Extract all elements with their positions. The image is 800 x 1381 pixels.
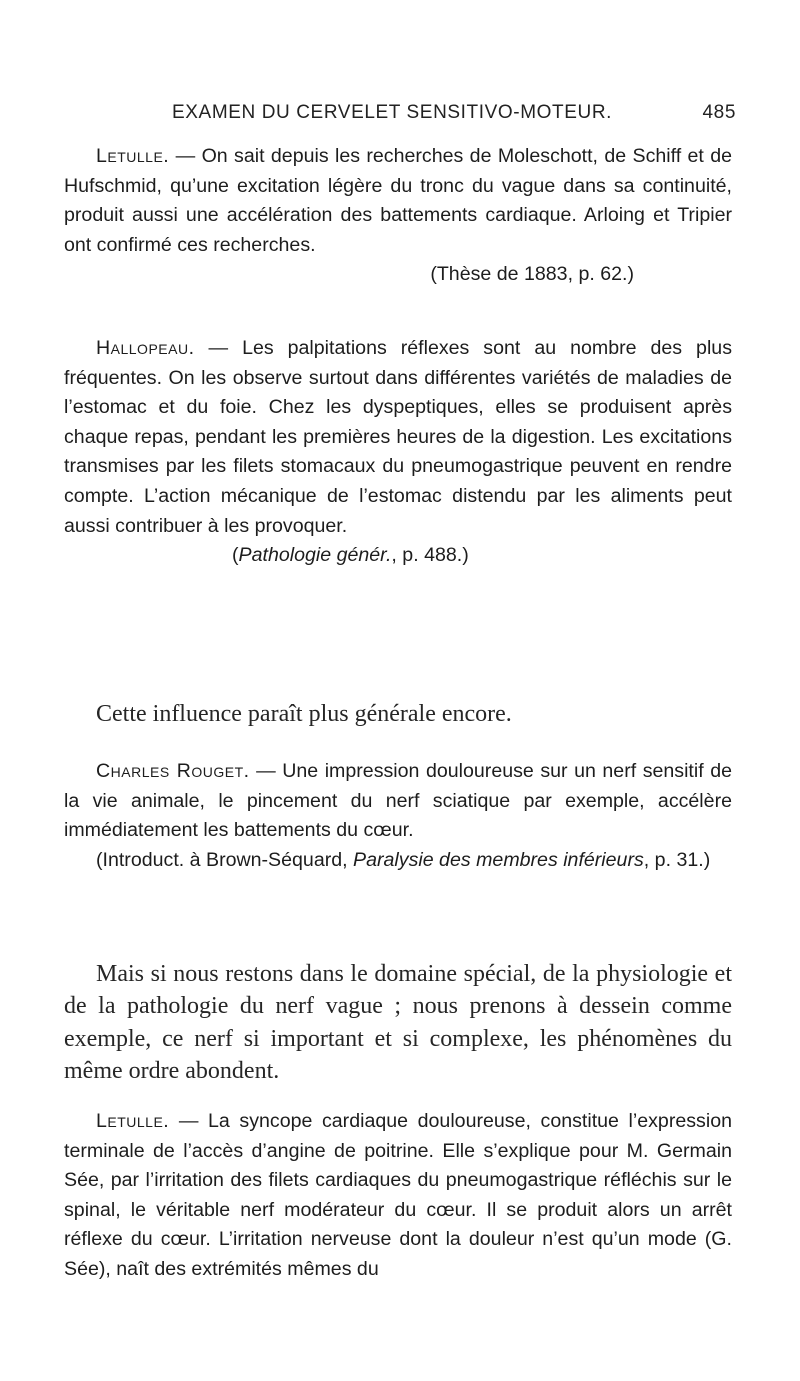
paragraph-text: Mais si nous restons dans le domaine spécial, de la physiologie et de la pathologie du nerf vague ; nous prenons à dessein comme exemple, ce nerf si important et si complexe, les phénomènes du même ordre abondent. xyxy=(64,961,732,1084)
citation: (Thèse de 1883, p. 62.) xyxy=(430,263,634,286)
paragraph-rouget xyxy=(64,757,732,875)
paragraph-letulle-1 xyxy=(64,142,732,290)
page-number: 485 xyxy=(702,102,736,123)
paragraph-influence xyxy=(64,698,732,730)
paragraph-hallopeau xyxy=(64,334,732,571)
author-name: Charles Rouget. xyxy=(96,760,250,782)
paragraph-text: — On sait depuis les recherches de Moleschott, de Schiff et de Hufschmid, qu’une excitation légère du tronc du vague dans sa continuité, produit aussi une accélération des battements cardiaque. Arloing et Tripier ont confirmé ces recherches. xyxy=(64,145,732,256)
paragraph-domaine xyxy=(64,958,732,1087)
paragraph-text: — Les palpitations réflexes sont au nombre des plus fréquentes. On les observe surtout dans différentes variétés de maladies de l’estomac et du foie. Chez les dyspeptiques, elles se produisent après chaque repas, pendant les premières heures de la digestion. Les excitations transmises par les filets stomacaux du pneumogastrique peuvent en rendre compte. L’action mécanique de l’estomac distendu par les aliments peut aussi contribuer à les provoquer. xyxy=(64,337,732,537)
citation: (Pathologie génér., p. 488.) xyxy=(232,544,469,567)
citation-title: Pathologie génér. xyxy=(238,544,392,567)
paragraph-text: Cette influence paraît plus générale encore. xyxy=(96,701,512,727)
author-name: Letulle. xyxy=(96,1110,170,1132)
citation-title: Paralysie des membres inférieurs xyxy=(353,848,644,871)
paragraph-text: — Une impression douloureuse sur un nerf sensitif de la vie animale, le pincement du nerf sciatique par exemple, accélère immédiatement les battements du cœur. xyxy=(64,760,732,842)
paragraph-text: — La syncope cardiaque douloureuse, constitue l’expression terminale de l’accès d’angine de poitrine. Elle s’explique pour M. Germain Sée, par l’irritation des filets cardiaques du pneumogastrique réfléchis sur le spinal, le véritable nerf modérateur du cœur. Il se produit alors un arrêt réflexe du cœur. L’irritation nerveuse dont la douleur n’est qu’un mode (G. Sée), naît des extrémités mêmes du xyxy=(64,1110,732,1280)
running-title: EXAMEN DU CERVELET SENSITIVO-MOTEUR. xyxy=(172,102,613,123)
author-name: Letulle. xyxy=(96,145,170,167)
citation: (Introduct. à Brown-Séquard, Paralysie des membres inférieurs, p. 31.) xyxy=(96,848,711,871)
paragraph-letulle-2 xyxy=(64,1107,732,1285)
author-name: Hallopeau. xyxy=(96,337,195,359)
